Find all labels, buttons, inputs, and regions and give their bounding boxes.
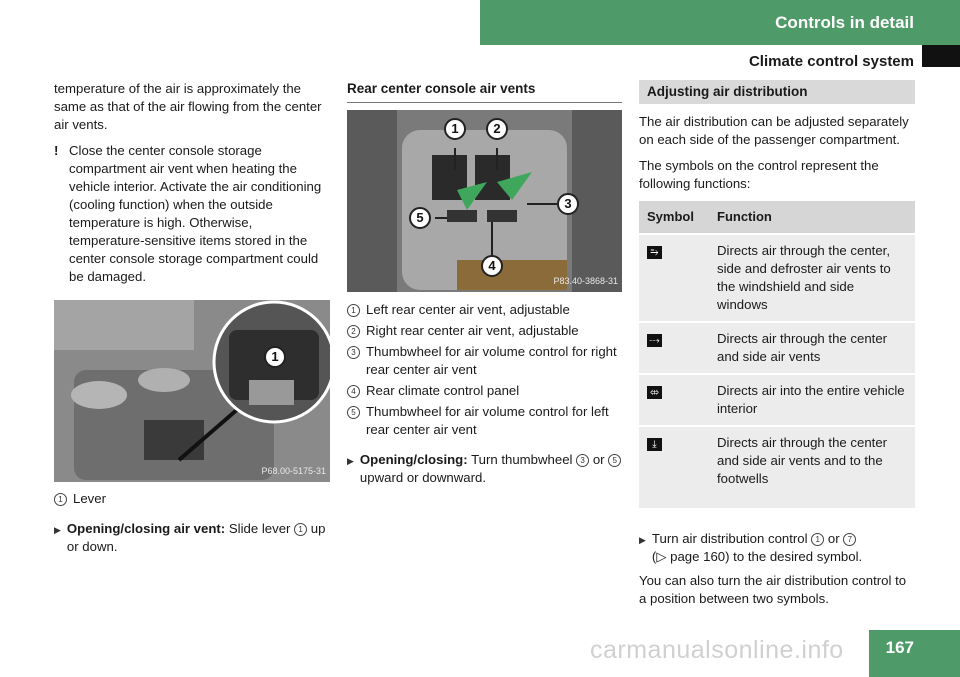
warning-text: Close the center console storage compartment air vent when heating the vehicle interior. Activate the air conditioning (cooling function) when the outside temperature is high. Otherwise, temperature-sensitive items stored in the center console storage compartment could be damaged. [69, 143, 322, 284]
table-row [639, 322, 915, 374]
legend-item [54, 490, 330, 508]
callout-3: 3 [557, 193, 579, 215]
instruction [639, 530, 915, 566]
legend-item [347, 343, 622, 379]
symbol-table [639, 201, 915, 508]
legend-item [347, 403, 622, 439]
ref-number: 1 [811, 533, 824, 546]
symbol-cell [639, 234, 709, 322]
legend-number: 3 [347, 346, 360, 359]
function-cell: Directs air into the entire vehicle interior [709, 374, 915, 426]
photo-code: P68.00-5175-31 [261, 466, 326, 476]
warning-note [54, 142, 330, 286]
callout-1: 1 [444, 118, 466, 140]
instruction-label: Opening/closing: [359, 452, 468, 467]
instruction-part: Turn thumbwheel [471, 452, 573, 467]
instruction-part: upward or downward. [359, 470, 487, 485]
table-row [639, 426, 915, 508]
instruction-part: up or down. [66, 521, 326, 554]
legend-item [347, 301, 622, 319]
page-reference[interactable]: (▷ page 160) to the desired symbol. [651, 549, 863, 564]
symbol-cell [639, 426, 709, 508]
paragraph: You can also turn the air distribution control to a position between two symbols. [639, 573, 907, 606]
legend-list [347, 301, 622, 439]
paragraph: The air distribution can be adjusted separately on each side of the passenger compartment. [639, 114, 909, 147]
instruction-label: Opening/closing air vent: [66, 521, 226, 536]
callout-4: 4 [481, 255, 503, 277]
instruction-text [67, 520, 330, 556]
legend-number: 4 [347, 385, 360, 398]
instruction-part: Turn air distribution control [651, 531, 808, 546]
function-cell: Directs air through the center and side air vents [709, 322, 915, 374]
paragraph: The symbols on the control represent the following functions: [639, 158, 879, 191]
ref-number: 3 [576, 454, 589, 467]
chapter-title: Controls in detail [775, 12, 914, 32]
console-storage-photo [54, 300, 330, 482]
table-row [639, 374, 915, 426]
air-entire-interior-icon: ⤄ [647, 386, 662, 399]
watermark: carmanualsonline.info [590, 636, 844, 664]
rear-vents-heading: Rear center console air vents [347, 80, 622, 103]
symbol-cell [639, 374, 709, 426]
legend-text: Right rear center air vent, adjustable [366, 323, 579, 338]
instruction-text [652, 530, 862, 566]
chapter-header [480, 0, 960, 45]
legend-number: 1 [347, 304, 360, 317]
legend-text: Left rear center air vent, adjustable [366, 302, 570, 317]
callout-5: 5 [409, 207, 431, 229]
legend-list [54, 490, 330, 508]
instruction-part: or [592, 452, 605, 467]
table-header: Function [709, 201, 915, 234]
page-number: 167 [869, 630, 960, 677]
legend-number: 2 [347, 325, 360, 338]
ref-number: 1 [294, 523, 307, 536]
photo-code: P83.40-3868-31 [553, 276, 618, 286]
ref-number: 5 [608, 454, 621, 467]
air-center-side-icon: ⤏ [647, 334, 662, 347]
column-left [54, 80, 330, 556]
table-row [639, 234, 915, 322]
instruction [54, 520, 330, 556]
section-marker [922, 45, 960, 67]
warning-icon: ! [54, 143, 59, 158]
instruction-arrow-icon: ▶ [639, 535, 646, 545]
column-middle [347, 80, 622, 487]
instruction-arrow-icon: ▶ [54, 525, 61, 535]
air-center-side-footwell-icon: ⤓ [647, 438, 662, 451]
legend-number: 1 [54, 493, 67, 506]
function-cell: Directs air through the center, side and defroster air vents to the windshield and side windows [709, 234, 915, 322]
column-right [639, 80, 915, 616]
table-header: Symbol [639, 201, 709, 234]
legend-text: Rear climate control panel [366, 383, 520, 398]
callout-1: 1 [264, 346, 286, 368]
rear-vents-photo [347, 110, 622, 292]
symbol-cell [639, 322, 709, 374]
instruction-arrow-icon: ▶ [347, 456, 354, 466]
legend-item [347, 322, 622, 340]
intro-paragraph: temperature of the air is approximately the same as that of the air flowing from the center air vents. [54, 81, 322, 132]
section-title: Climate control system [748, 53, 914, 70]
legend-number: 5 [347, 406, 360, 419]
table-header-row [639, 201, 915, 234]
legend-text: Thumbwheel for air volume control for left rear center air vent [366, 404, 609, 437]
legend-text: Thumbwheel for air volume control for right rear center air vent [366, 344, 617, 377]
console-storage-illustration [54, 300, 330, 482]
callout-2: 2 [486, 118, 508, 140]
instruction-part: Slide lever [228, 521, 291, 536]
air-center-side-defrost-icon: ⥱ [647, 246, 662, 259]
legend-text: Lever [73, 491, 106, 506]
legend-item [347, 382, 622, 400]
instruction-text [360, 451, 622, 487]
function-cell: Directs air through the center and side air vents and to the footwells [709, 426, 915, 508]
ref-number: 7 [843, 533, 856, 546]
instruction-part: or [827, 531, 840, 546]
air-distribution-heading: Adjusting air distribution [639, 80, 915, 104]
instruction [347, 451, 622, 487]
